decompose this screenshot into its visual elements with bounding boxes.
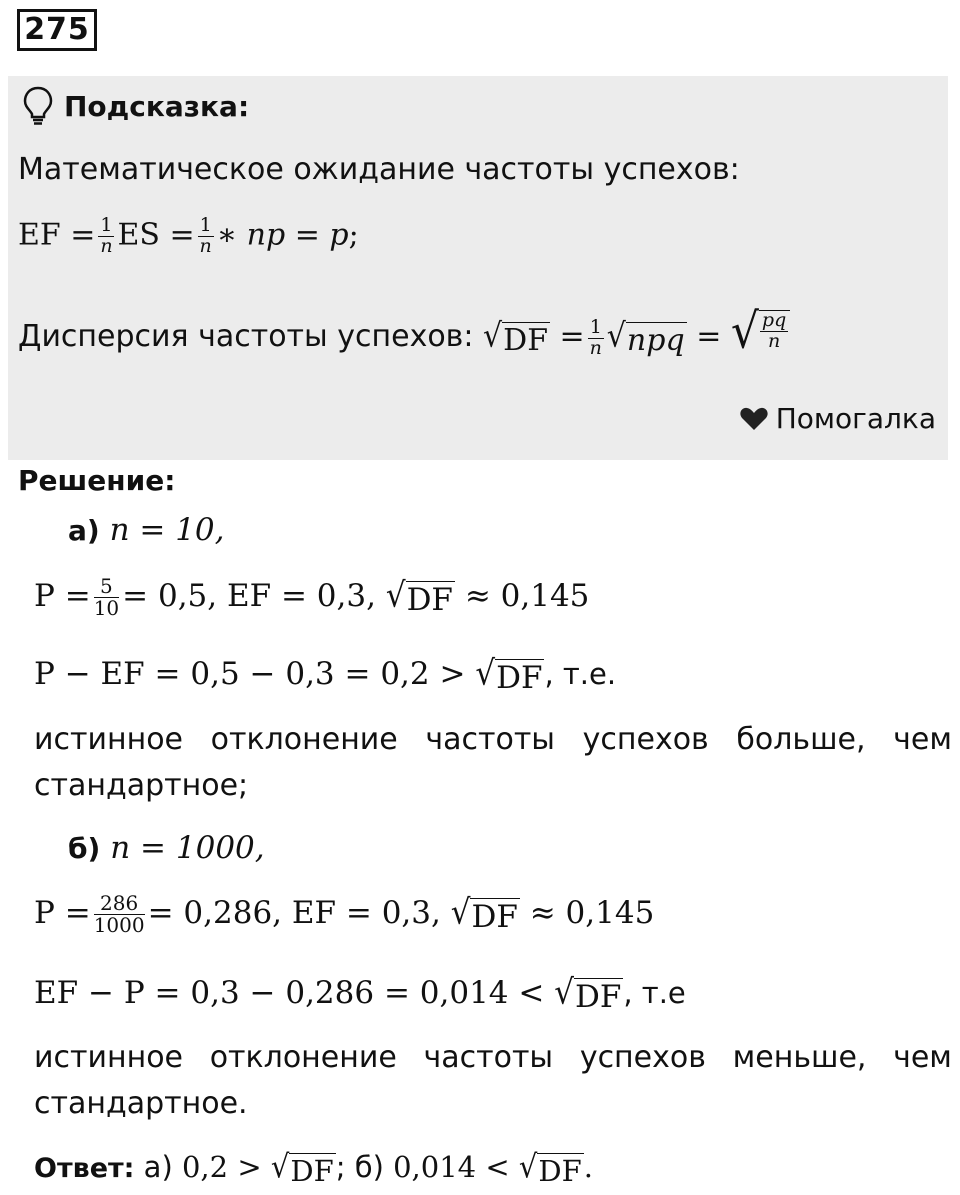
b-line1-approx: ≈ 0,145 bbox=[529, 895, 655, 931]
solution-heading: Решение: bbox=[18, 464, 176, 497]
part-b-line-1: P = $\frac{286}{1000}$ = 0,286, EF = 0,3, √ DF ≈ 0,145 bbox=[34, 891, 655, 937]
part-a-text-line-1 bbox=[34, 722, 952, 757]
word: отклонение bbox=[210, 722, 398, 757]
hint-variance-label: Дисперсия частоты успехов: bbox=[18, 319, 474, 354]
hint-title bbox=[22, 86, 249, 126]
word: частоты bbox=[423, 1040, 554, 1075]
b-line1-tail: = 0,286, EF = 0,3, bbox=[147, 895, 441, 931]
part-a-line-1: P = $\frac{5}{10}$ = 0,5, EF = 0,3, √ DF ≈ 0,145 bbox=[34, 574, 590, 620]
hint-formula-end: ; bbox=[348, 217, 359, 253]
answer-b-expr: 0,014 < bbox=[393, 1150, 510, 1184]
answer-line bbox=[34, 1147, 593, 1189]
a-frac-num: 5 bbox=[94, 576, 119, 598]
word: частоты bbox=[425, 722, 555, 757]
word: больше, bbox=[736, 722, 866, 757]
hint-line-3 bbox=[18, 303, 790, 360]
word: меньше, bbox=[732, 1040, 867, 1075]
part-a-n: n = 10, bbox=[109, 512, 225, 548]
part-a-line-2: P − EF = 0,5 − 0,3 = 0,2 > √ DF , т.е. bbox=[34, 653, 617, 696]
part-b-text-line-1 bbox=[34, 1040, 952, 1075]
word: истинное bbox=[34, 1040, 184, 1075]
part-b-header bbox=[68, 830, 265, 866]
brand-label bbox=[740, 402, 936, 435]
hint-title-text: Подсказка: bbox=[64, 89, 250, 123]
part-a-label: а) bbox=[68, 514, 100, 547]
answer-label: Ответ: bbox=[34, 1153, 135, 1184]
part-b-n: n = 1000, bbox=[110, 830, 265, 866]
answer-sep: ; б) bbox=[335, 1150, 384, 1184]
heart-icon bbox=[740, 407, 768, 431]
lightbulb-icon bbox=[22, 86, 54, 126]
answer-a-label: а) bbox=[143, 1150, 173, 1184]
a-frac-den: 10 bbox=[93, 596, 120, 620]
hint-line-1: Математическое ожидание частоты успехов: bbox=[18, 152, 740, 187]
b-frac-den: 1000 bbox=[93, 913, 145, 937]
answer-end: . bbox=[583, 1150, 593, 1184]
answer-a-expr: 0,2 > bbox=[181, 1150, 262, 1184]
brand-text: Помогалка bbox=[775, 402, 936, 435]
a-line1-approx: ≈ 0,145 bbox=[464, 578, 590, 614]
hint-formula-ef: EF = $\frac{1}{n}$ ES = $\frac{1}{n}$ ∗ np = p; bbox=[18, 214, 359, 257]
part-b-label: б) bbox=[68, 832, 101, 865]
hint-variance-formula: √ DF = $\frac{1}{n}$ √ npq = √ $\frac{pq}{n}$ bbox=[483, 319, 790, 354]
answer-a-sqrt: √ DF bbox=[270, 1147, 334, 1188]
word: успехов bbox=[582, 722, 709, 757]
b-frac-num: 286 bbox=[94, 893, 145, 915]
word: отклонение bbox=[209, 1040, 397, 1075]
word: чем bbox=[893, 1040, 952, 1075]
word: истинное bbox=[34, 722, 184, 757]
word: успехов bbox=[579, 1040, 706, 1075]
b-line2-expr: EF − P = 0,3 − 0,286 = 0,014 < bbox=[34, 975, 545, 1011]
hint-box bbox=[8, 76, 948, 460]
answer-b-sqrt: √ DF bbox=[518, 1147, 582, 1188]
part-b-line-2: EF − P = 0,3 − 0,286 = 0,014 < √ DF , т.е bbox=[34, 972, 686, 1015]
a-line2-expr: P − EF = 0,5 − 0,3 = 0,2 > bbox=[34, 656, 466, 692]
a-line2-tail: , т.е. bbox=[544, 657, 617, 691]
problem-number: 275 bbox=[17, 9, 97, 51]
word: чем bbox=[893, 722, 952, 757]
a-line1-tail: = 0,5, EF = 0,3, bbox=[122, 578, 376, 614]
part-b-text-line-2: стандартное. bbox=[34, 1086, 248, 1121]
b-line2-tail: , т.е bbox=[623, 976, 686, 1010]
part-a-header bbox=[68, 512, 225, 548]
part-a-text-line-2: стандартное; bbox=[34, 768, 249, 803]
